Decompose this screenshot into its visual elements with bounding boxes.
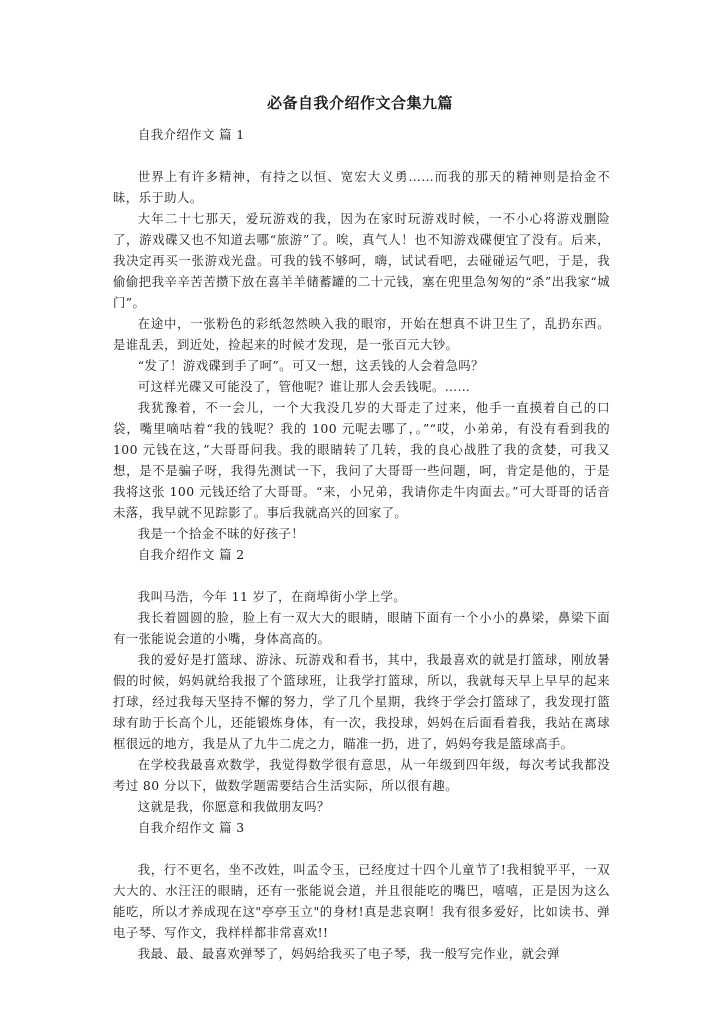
paragraph: 大年二十七那天，爱玩游戏的我，因为在家时玩游戏时候，一不小心将游戏删险了，游戏碟又也不知道去哪“旅游”了。唉，真气人！也不知游戏碟便宜了没有。后来，我决定再买一张游戏光盘。可我的钱不够呵，嗨，试试看吧，去碰碰运气吧，于是，我偷偷把我辛辛苦苦攒下放在喜羊羊储蓄罐的二十元钱，塞在兜里急匆匆的“杀”出我家“城门”。 bbox=[113, 211, 610, 310]
paragraph: 我，行不更名，坐不改姓，叫孟令玉，已经度过十四个儿童节了!我相貌平平，一双大大的、水汪汪的眼睛，还有一张能说会道，并且很能吃的嘴巴，嘻嘻，正是因为这么能吃，所以才养成现在这"亭亭玉立"的身材!真是悲哀啊！我有很多爱好，比如读书、弹电子琴、写作文，我样样都非常喜欢!! bbox=[113, 862, 610, 940]
paragraph: “发了！游戏碟到手了呵”。可又一想，这丢钱的人会着急吗？ bbox=[137, 358, 484, 373]
paragraph: 我长着圆圆的脸，脸上有一双大大的眼睛，眼睛下面有一个小小的鼻梁，鼻梁下面有一张能说会道的小嘴，身体高高的。 bbox=[113, 610, 610, 646]
section-heading: 自我介绍作文 篇 2 bbox=[138, 547, 245, 562]
paragraph: 世界上有许多精神，有持之以恒、宽宏大义勇……而我的那天的精神则是拾金不昧，乐于助人。 bbox=[113, 169, 610, 205]
paragraph: 我最、最、最喜欢弹琴了，妈妈给我买了电子琴，我一般写完作业，就会弹 bbox=[137, 946, 560, 961]
paragraph: 我是一个拾金不昧的好孩子！ bbox=[137, 526, 305, 541]
section-heading: 自我介绍作文 篇 1 bbox=[138, 127, 245, 142]
paragraph: 可这样光碟又可能没了，管他呢？谁让那人会丢钱呢。…… bbox=[137, 379, 471, 394]
section-heading: 自我介绍作文 篇 3 bbox=[138, 820, 245, 835]
paragraph: 我叫马浩，今年 11 岁了，在商埠街小学上学。 bbox=[137, 589, 407, 604]
document-title: 必备自我介绍作文合集九篇 bbox=[266, 94, 453, 112]
paragraph: 这就是我，你愿意和我做朋友吗？ bbox=[137, 799, 330, 814]
document-body bbox=[113, 124, 610, 964]
paragraph: 在学校我最喜欢数学，我觉得数学很有意思，从一年级到四年级，每次考试我都没考过 80 分以下，做数学题需要结合生活实际，所以很有趣。 bbox=[113, 757, 610, 793]
paragraph: 我的爱好是打篮球、游泳、玩游戏和看书，其中，我最喜欢的就是打篮球，刚放暑假的时候，妈妈就给我报了个篮球班，让我学打篮球，所以，我就每天早上早早的起来打球，经过我每天坚持不懈的努力，学了几个星期，我终于学会打篮球了，我发现打篮球有助于长高个儿，还能锻炼身体，有一次，我投球，妈妈在后面看着我，我站在离球框很远的地方，我是从了九牛二虎之力，瞄准一扔，进了，妈妈夸我是篮球高手。 bbox=[113, 652, 610, 751]
spacer bbox=[113, 145, 610, 166]
spacer bbox=[113, 838, 610, 859]
spacer bbox=[113, 565, 610, 586]
paragraph: 在途中，一张粉色的彩纸忽然映入我的眼帘，开始在想真不讲卫生了，乱扔东西。是谁乱丢，到近处，捡起来的时候才发现，是一张百元大钞。 bbox=[113, 316, 610, 352]
paragraph: 我犹豫着，不一会儿，一个大我没几岁的大哥走了过来，他手一直摸着自己的口袋，嘴里嘀咕着“我的钱呢？我的 100 元呢去哪了，。”“哎，小弟弟，有没有看到我的 100 元钱在这，”大哥哥问我。我的眼睛转了几转，我的良心战胜了我的贪婪，可我又想，是不是骗子呀，我得先测试一下，我问了大哥哥一些问题，呵，肯定是他的，于是我将这张 100 元钱还给了大哥哥。“来，小兄弟，我请你走牛肉面去。”可大哥哥的话音未落，我早就不见踪影了。事后我就高兴的回家了。 bbox=[113, 400, 610, 520]
